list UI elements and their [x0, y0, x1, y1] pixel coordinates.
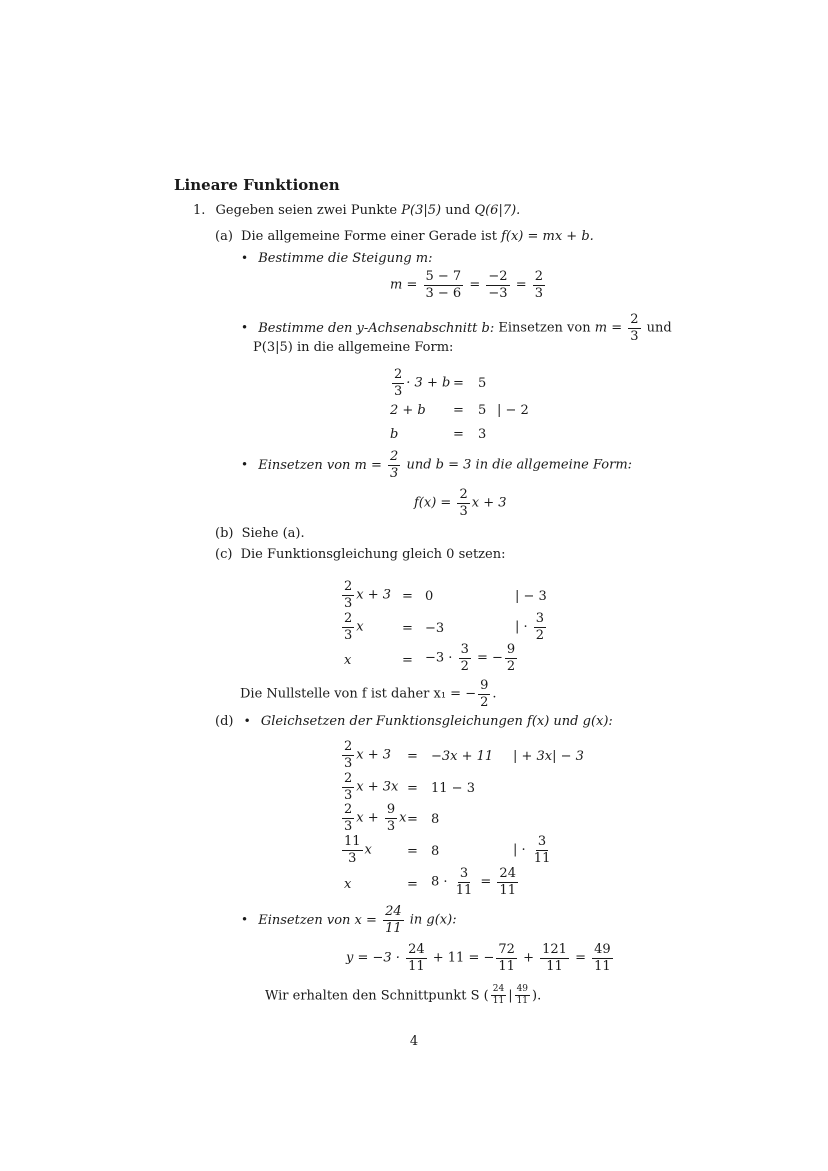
insert-fraction [383, 905, 404, 935]
slope-fraction-2 [486, 270, 509, 300]
fraction-numerator: 11 [344, 834, 361, 849]
fraction-numerator: 2 [344, 802, 353, 817]
intercept-row-1-rel: = [453, 376, 464, 391]
c-row-2-rhs: −3 [425, 621, 445, 636]
part-d [215, 715, 613, 728]
fraction-numerator: 2 [390, 449, 399, 464]
fraction-denominator: 11 [516, 996, 529, 1007]
c-row-3-rhs [425, 643, 519, 673]
fraction-numerator: 9 [386, 802, 396, 817]
fraction-numerator: 9 [506, 642, 516, 657]
section-title: Lineare Funktionen [174, 176, 340, 194]
intercept-row-1-lhs [390, 368, 450, 398]
d-row-2-rel: = [407, 781, 418, 796]
d-row-2-rhs: 11 − 3 [431, 781, 475, 796]
equals-minus: = − [477, 650, 503, 666]
intercept-heading [241, 313, 672, 343]
nine-thirds-fraction [385, 803, 397, 833]
fraction-numerator: 72 [498, 942, 515, 957]
two-thirds-fraction [342, 740, 354, 770]
insert-text-1: Einsetzen von m = [258, 457, 382, 473]
row-lhs-tail: x [364, 842, 372, 858]
fraction-numerator: 24 [499, 866, 516, 881]
slope-fraction-3 [533, 270, 545, 300]
part-a-text: Die allgemeine Forme einer Gerade ist [241, 229, 497, 244]
fraction-denominator: 11 [455, 882, 473, 898]
fraction-denominator: 3 [344, 595, 353, 611]
rhs-text: −3 · [425, 650, 453, 666]
fraction-denominator: 3 [344, 755, 353, 771]
intercept-heading-text: Bestimme den y-Achsenabschnitt b: [258, 320, 495, 336]
c-row-1-rel: = [402, 589, 413, 604]
fraction-denominator: 11 [408, 958, 425, 974]
fraction-denominator: 2 [535, 627, 545, 643]
enum-1: 1. [193, 203, 206, 218]
fraction-numerator: 9 [480, 678, 489, 693]
bullet: • [241, 457, 249, 472]
intercept-text-2: und [646, 320, 672, 336]
part-c-text: Die Funktionsgleichung gleich 0 setzen: [240, 547, 506, 562]
slope-heading-text: Bestimme die Steigung m: [258, 251, 433, 266]
note-fraction [534, 612, 546, 642]
fraction-numerator: 2 [630, 312, 639, 327]
bullet: • [241, 320, 249, 335]
c-conclusion: Die Nullstelle von f ist daher x₁ = − $\frac{9}{2}$ . [240, 678, 497, 710]
result-fraction [457, 488, 469, 518]
part-c [215, 548, 505, 561]
two-thirds-fraction [392, 368, 404, 398]
fraction-denominator: 3 [394, 383, 403, 399]
c-row-2-note [515, 612, 548, 642]
fraction-denominator: 3 [534, 285, 544, 301]
and-word: und [445, 203, 471, 218]
function-result [414, 488, 507, 518]
d-insert [241, 905, 457, 935]
plus: + [367, 810, 379, 826]
part-b [215, 527, 305, 540]
intercept-row-2-lhs: 2 + b [390, 403, 426, 418]
intercept-row-3-rel: = [453, 427, 464, 442]
fraction-denominator: 11 [594, 958, 611, 974]
part-b-label: (b) [215, 526, 234, 541]
fraction-denominator: 3 [344, 787, 353, 803]
equals: = [575, 950, 586, 966]
fraction-denominator: 3 [459, 503, 468, 519]
fraction-denominator: 11 [492, 996, 505, 1007]
three-halves-fraction [459, 643, 471, 673]
intercept-text-1: Einsetzen von [498, 320, 591, 336]
d-row-4-rel: = [407, 844, 418, 859]
d-row-1-lhs [340, 740, 391, 770]
d-row-3-lhs [340, 803, 406, 833]
x-variable: x [399, 810, 407, 826]
point-p: P(3|5) [401, 203, 442, 218]
bullet: • [241, 912, 249, 927]
insert-text-2: in g(x): [409, 912, 457, 928]
d-row-5-rel: = [407, 877, 418, 892]
s-x-fraction [491, 985, 506, 1007]
c-row-3-lhs: x [344, 653, 352, 668]
part-a-formula: f(x) = mx + b. [501, 229, 594, 244]
fraction-denominator: 11 [546, 958, 563, 974]
fraction-numerator: 2 [344, 611, 353, 626]
fraction-numerator: −2 [488, 269, 508, 284]
fraction-denominator: 11 [385, 920, 402, 936]
y-fraction-1 [406, 943, 427, 973]
rhs-text: 8 · [431, 874, 448, 890]
note-text: | · [515, 619, 528, 635]
intercept-row-2-rhs: 5 [478, 403, 487, 418]
fraction-denominator: 11 [533, 850, 551, 866]
fraction-numerator: 2 [344, 579, 353, 594]
fraction-denominator: 3 [348, 850, 357, 866]
d-row-1-rel: = [407, 749, 418, 764]
part-b-text: Siehe (a). [241, 526, 305, 541]
intersection-sentence: Wir erhalten den Schnittpunkt S ( $\frac{24}{11}$ | $\frac{49}{11}$ ). [265, 984, 542, 1007]
fraction-denominator: 3 [344, 627, 353, 643]
d-row-2-lhs [340, 772, 398, 802]
fraction-numerator: 121 [542, 942, 567, 957]
m-fraction [628, 313, 640, 343]
fraction-numerator: 5 − 7 [425, 269, 462, 284]
c-row-1-note: | − 3 [515, 589, 547, 604]
equals: = [469, 277, 481, 293]
two-thirds-fraction [342, 803, 354, 833]
d-row-4-lhs [340, 835, 372, 865]
y-equation [346, 943, 615, 973]
d-row-1-rhs: −3x + 11 [431, 749, 494, 764]
fraction-numerator: 2 [344, 771, 353, 786]
two-thirds-fraction [342, 772, 354, 802]
row-lhs-tail: x [356, 619, 364, 635]
note-text: | · [513, 842, 526, 858]
row-lhs-tail: x + 3 [356, 747, 392, 763]
plus: + [523, 950, 534, 966]
c-row-2-rel: = [402, 621, 413, 636]
c-row-1-lhs [340, 580, 391, 610]
row-lhs-tail: · 3 + b [406, 375, 451, 391]
fraction-denominator: −3 [488, 285, 508, 301]
d-row-5-lhs: x [344, 877, 352, 892]
part-d-heading: Gleichsetzen der Funktionsgleichungen f(x) und g(x): [260, 714, 613, 729]
slope-fraction-1 [424, 270, 464, 300]
fraction-numerator: 3 [537, 834, 547, 849]
fraction-denominator: 2 [480, 694, 489, 710]
conclusion-fraction [478, 679, 490, 709]
y-lhs: y = −3 · [346, 950, 400, 966]
part-a [215, 230, 594, 243]
c-row-1-rhs: 0 [425, 589, 434, 604]
three-elevenths-fraction [454, 867, 475, 897]
insert-text-2: und b = 3 in die allgemeine Form: [406, 457, 633, 473]
d-row-3-rhs: 8 [431, 812, 440, 827]
fraction-denominator: 11 [498, 958, 515, 974]
nine-halves-fraction [505, 643, 517, 673]
fraction-numerator: 3 [459, 866, 469, 881]
point-q: Q(6|7). [474, 203, 521, 218]
slope-lhs: m = [390, 277, 418, 293]
x-variable: x [356, 810, 364, 826]
eleven-thirds-fraction [342, 835, 363, 865]
fraction-numerator: 2 [344, 739, 353, 754]
fraction-numerator: 2 [394, 367, 403, 382]
twentyfour-elevenths-fraction [497, 867, 518, 897]
intercept-row-3-rhs: 3 [478, 427, 487, 442]
note-fraction [532, 835, 553, 865]
d-row-5-rhs [431, 867, 520, 897]
y-fraction-2 [496, 943, 517, 973]
fraction-numerator: 24 [385, 904, 402, 919]
fraction-denominator: 3 − 6 [425, 285, 462, 301]
intro-text: Gegeben seien zwei Punkte [215, 203, 398, 218]
fraction-denominator: 3 [386, 818, 396, 834]
d-row-4-note [513, 835, 554, 865]
s-y-fraction [515, 985, 530, 1007]
fraction-denominator: 11 [499, 882, 516, 898]
y-fraction-3 [540, 943, 569, 973]
result-lhs: f(x) = [414, 495, 452, 511]
fraction-numerator: 2 [459, 487, 468, 502]
row-lhs-tail: x + 3 [356, 587, 392, 603]
intercept-row-2-note: | − 2 [497, 403, 529, 418]
fraction-numerator: 49 [515, 985, 530, 996]
part-d-label: (d) [215, 714, 234, 729]
bullet: • [241, 251, 249, 265]
d-row-3-rel: = [407, 812, 418, 827]
fraction-numerator: 24 [408, 942, 425, 957]
fraction-numerator: 24 [491, 985, 506, 996]
fraction-denominator: 3 [344, 818, 353, 834]
fraction-numerator: 2 [534, 269, 544, 284]
two-thirds-fraction [342, 580, 354, 610]
insert-heading [241, 450, 632, 480]
fraction-numerator: 3 [460, 642, 469, 657]
d-row-1-note: | + 3x| − 3 [513, 749, 584, 764]
d-row-4-rhs: 8 [431, 844, 440, 859]
fraction-denominator: 2 [506, 658, 516, 674]
fraction-denominator: 2 [460, 658, 469, 674]
equals: = [480, 874, 492, 890]
insert-fraction [388, 450, 400, 480]
bullet: • [243, 714, 251, 728]
conclusion-text: Die Nullstelle von f ist daher x₁ = − [240, 686, 477, 702]
fraction-denominator: 3 [390, 465, 399, 481]
fraction-numerator: 3 [535, 611, 545, 626]
intercept-row-1-rhs: 5 [478, 376, 487, 391]
intercept-row-2-rel: = [453, 403, 464, 418]
insert-text-1: Einsetzen von x = [258, 912, 377, 928]
page-number: 4 [409, 1034, 419, 1049]
y-middle: + 11 = − [432, 950, 495, 966]
part-a-label: (a) [215, 229, 233, 244]
c-row-3-rel: = [402, 653, 413, 668]
slope-equation [390, 270, 547, 300]
c-row-2-lhs [340, 612, 364, 642]
result-tail: x + 3 [471, 495, 507, 511]
two-thirds-fraction [342, 612, 354, 642]
m-equals: m = [594, 320, 623, 336]
fraction-denominator: 3 [630, 328, 639, 344]
y-fraction-4 [592, 943, 613, 973]
intercept-row-3-lhs: b [390, 427, 399, 442]
slope-heading [241, 252, 433, 265]
part-c-label: (c) [215, 547, 233, 562]
intersection-text: Wir erhalten den Schnittpunkt S [265, 988, 480, 1004]
task-1-intro [193, 204, 520, 217]
row-lhs-tail: x + 3x [356, 779, 399, 795]
fraction-numerator: 49 [594, 942, 611, 957]
equals: = [515, 277, 527, 293]
intercept-line-2: P(3|5) in die allgemeine Form: [253, 340, 454, 355]
